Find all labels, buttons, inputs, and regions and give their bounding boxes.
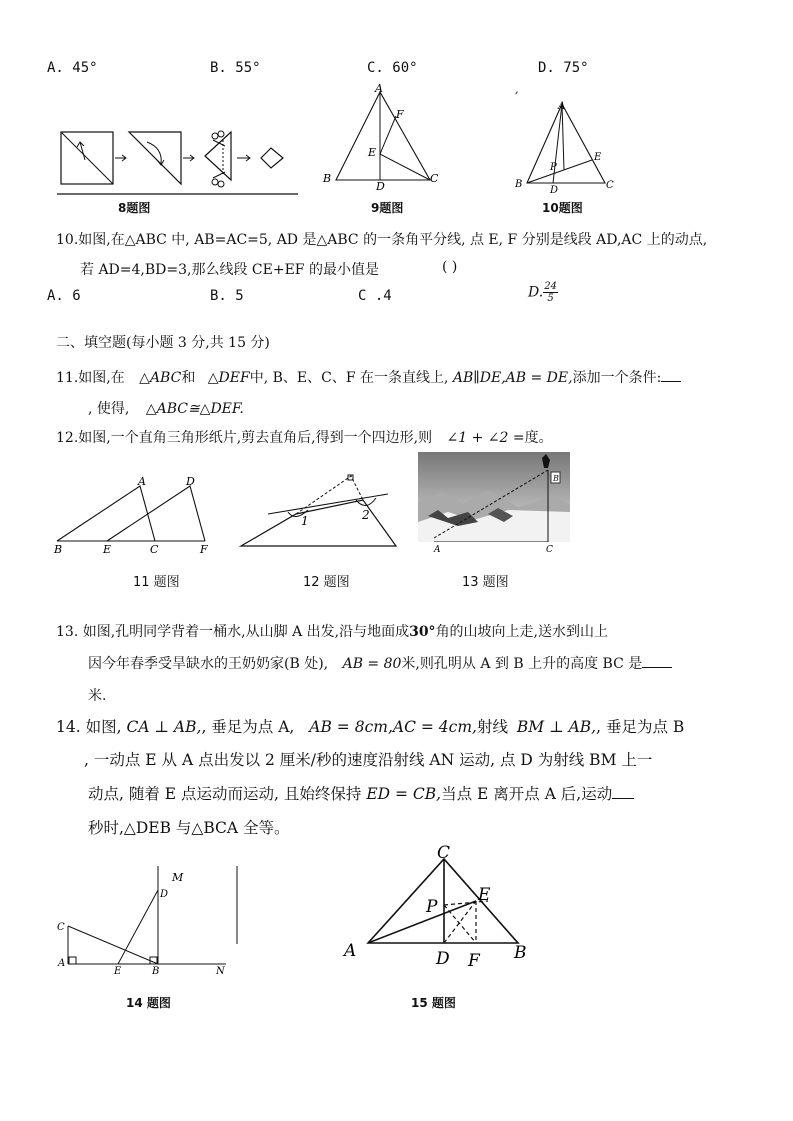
fig12-cut-triangle [238,472,400,552]
fig14-label-m: M [172,871,184,884]
fig11-caption: 11 题图 [133,575,180,590]
fig13-label-a: A [434,545,441,555]
q11-line2 [88,398,244,418]
fig11-label-b: B [54,543,63,556]
q14-expr1: CA ⊥ AB, [126,718,202,736]
fig15-label-e: E [478,885,491,905]
q10-option-d-den: 5 [547,293,554,304]
q13-line2 [88,653,672,673]
q14-text-c: 射线 [476,718,508,736]
fig11-label-d: D [186,475,195,488]
q14-answer-blank [612,798,634,799]
fig15-label-f: F [468,951,480,970]
fig15-label-d: D [436,949,450,969]
q12-line [56,427,553,447]
fig15-label-c: C [437,845,451,863]
fig9-label-a: A [375,82,383,95]
fig9-label-c: C [430,172,439,185]
fig10-label-d: D [550,185,559,194]
q9-option-c: C. 60° [367,60,418,76]
fig9-label-e: E [368,146,377,159]
q10-option-d-prefix: D. [528,284,544,301]
q9-option-d: D. 75° [538,60,589,76]
fig13-label-b: B [553,474,559,483]
fig14-caption: 14 题图 [126,996,171,1010]
q11-intro: 11.如图,在 [56,370,125,386]
fig14-label-b: B [152,966,160,977]
q9-option-a: A. 45° [47,60,98,76]
q10-option-d [528,281,558,304]
q14-text-b: , 垂足为点 A, [201,718,295,736]
q11-text-d: , 使得, [88,401,130,417]
q12-text: 12.如图,一个直角三角形纸片,剪去直角后,得到一个四边形,则 [56,430,433,446]
fig15-caption: 15 题图 [411,996,456,1010]
q10-option-d-num: 24 [544,281,557,292]
fig12-angle-2: 2 [362,508,370,522]
q12-expr: ∠1 + ∠2 = [446,430,525,446]
fig13-caption: 13 题图 [462,575,509,590]
q11-text-b: 中, B、E、C、F 在一条直线上, [249,370,449,386]
fig11-label-a: A [138,475,146,488]
q11-text-c: 添加一个条件: [572,370,662,386]
q14-text-d: , 垂足为点 B [596,718,685,736]
fig8-caption: 8题图 [118,201,151,215]
fig11-triangles [52,474,218,556]
q14-line4: 秒时,△DEB 与△BCA 全等。 [88,819,290,837]
q11-and: 和 [181,370,196,386]
fig11-label-c: C [150,543,159,556]
q11-tri2: △DEF [207,370,250,386]
q10-line1: 10.如图,在△ABC 中, AB=AC=5, AD 是△ABC 的一条角平分线, 点 E, F 分别是线段 AD,AC 上的动点, [56,232,708,248]
q10-option-a: A. 6 [47,288,81,304]
q12-tail: 度。 [524,430,553,446]
q14-line3 [88,782,634,804]
q14-text-a: 14. 如图, [56,718,122,736]
fig14-diagram [54,862,244,977]
q13-answer-blank [642,667,672,668]
q13-text-b: 角的山坡向上走,送水到山上 [435,624,609,640]
q11-tri1: △ABC [139,370,182,386]
fig10-triangle [508,84,623,194]
q14-line1 [56,715,684,737]
fig10-label-e: E [594,152,602,163]
fig15-diagram [340,845,540,970]
q13-expr: AB = 80 [342,656,402,672]
q13-line3: 米. [88,688,107,704]
fig11-label-f: F [200,543,208,556]
fig14-label-c: C [57,922,65,933]
fig9-label-f: F [396,108,404,121]
fig10-caption: 10题图 [542,201,583,215]
q11-line1 [56,367,681,387]
q10-line2: 若 AD=4,BD=3,那么线段 CE+EF 的最小值是 [80,262,379,278]
fig9-label-b: B [323,172,332,185]
fig9-caption: 9题图 [371,201,404,215]
fig14-label-n: N [216,966,225,977]
q11-answer-blank [661,381,681,382]
fig14-label-d: D [160,889,169,900]
q13-text-a: 13. 如图,孔明同学背着一桶水,从山脚 A 出发,沿与地面成 [56,624,410,640]
fig8-folding-diagram [55,120,300,200]
fig10-label-c: C [606,180,614,191]
fig14-label-a: A [58,958,66,969]
q9-option-b: B. 55° [210,60,261,76]
q11-condition: AB∥DE,AB = DE, [452,370,573,386]
fig10-label-b: B [515,179,523,190]
fig11-label-e: E [103,543,112,556]
fig14-label-e: E [114,966,122,977]
fig12-angle-1: 1 [301,514,309,528]
fig15-label-p: P [426,897,438,917]
q14-text-e: 动点, 随着 E 点运动而运动, 且始终保持 [88,785,362,803]
q14-text-f: 当点 E 离开点 A 后,运动 [441,785,613,803]
q11-congruence: △ABC≅△DEF. [145,401,244,417]
fig13-mountain-photo [418,452,570,556]
fig10-label-a: A [558,101,566,112]
fig9-triangle [318,82,448,194]
q10-option-b: B. 5 [210,288,244,304]
fig15-label-b: B [514,943,527,963]
fig12-caption: 12 题图 [303,575,350,590]
fig13-label-c: C [546,545,553,555]
fig10-label-p: P [550,162,557,173]
q13-line1 [56,621,608,641]
q13-degree: 30° [409,624,436,640]
q13-text-c: 因今年春季受旱缺水的王奶奶家(B 处), [88,656,329,672]
fig9-label-d: D [376,180,385,193]
q10-option-c: C .4 [358,288,392,304]
q14-expr2: AB = 8cm,AC = 4cm, [309,718,477,736]
section-title: 二、填空题(每小题 3 分,共 15 分) [56,335,270,351]
fig10-mark: , [515,84,519,96]
q13-text-d: 米,则孔明从 A 到 B 上升的高度 BC 是 [401,656,643,672]
q14-expr4: ED = CB, [366,785,442,803]
q14-line2: , 一动点 E 从 A 点出发以 2 厘米/秒的速度沿射线 AN 运动, 点 D 为射线 BM 上一 [84,751,653,769]
q10-answer-paren: ( ) [442,259,458,275]
q10-option-d-fraction [543,281,558,304]
q14-expr3: BM ⊥ AB, [516,718,597,736]
fig15-label-a: A [344,941,357,961]
